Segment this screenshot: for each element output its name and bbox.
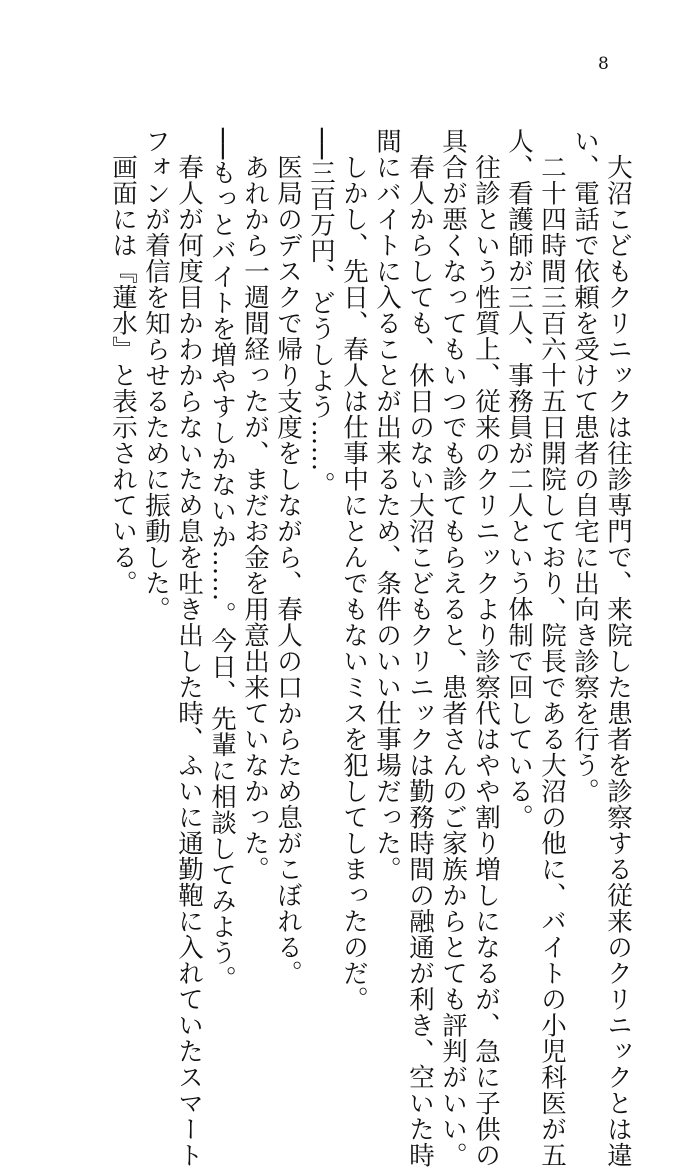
text-line: 春人が何度目かわからないため息を吐き出した時、ふいに通勤鞄に入れていたスマート	[174, 153, 204, 1168]
text-line: 往診という性質上、従来のクリニックより診察代はやや割り増しになるが、急に子供の	[471, 153, 501, 1168]
text-line: 人、看護師が三人、事務員が二人という体制で回している。	[504, 128, 534, 830]
text-line: あれから一週間経ったが、まだお金を用意出来ていなかった。	[240, 153, 270, 882]
text-line: 具合が悪くなってもいつでも診てもらえると、患者さんのご家族からとても評判がいい。	[438, 128, 468, 1168]
text-line: 画面には『蓮水』と表示されている。	[108, 153, 138, 596]
text-line: しかし、先日、春人は仕事中にとんでもないミスを犯してしまったのだ。	[339, 153, 369, 1012]
novel-text-body	[106, 128, 634, 1168]
text-line: い、電話で依頼を受けて患者の自宅に出向き診察を行う。	[570, 128, 600, 804]
text-line: フォンが着信を知らせるために振動した。	[141, 128, 171, 622]
text-line: 大沼こどもクリニックは往診専門で、来院した患者を診察する従来のクリニックとは違	[603, 153, 633, 1168]
text-line: ──三百万円、どうしよう……。	[306, 128, 336, 498]
text-line: ──もっとバイトを増やすしかないか……。今日、先輩に相談してみよう。	[207, 128, 237, 992]
text-line: 間にバイトに入ることが出来るため、条件のいい仕事場だった。	[372, 128, 402, 882]
page-number: 8	[598, 54, 609, 74]
text-line: 二十四時間三百六十五日開院しており、院長である大沼の他に、バイトの小児科医が五	[537, 153, 567, 1168]
text-line: 春人からしても、休日のない大沼こどもクリニックは勤務時間の融通が利き、空いた時	[405, 153, 435, 1168]
text-line: 医局のデスクで帰り支度をしながら、春人の口からため息がこぼれる。	[273, 153, 303, 986]
